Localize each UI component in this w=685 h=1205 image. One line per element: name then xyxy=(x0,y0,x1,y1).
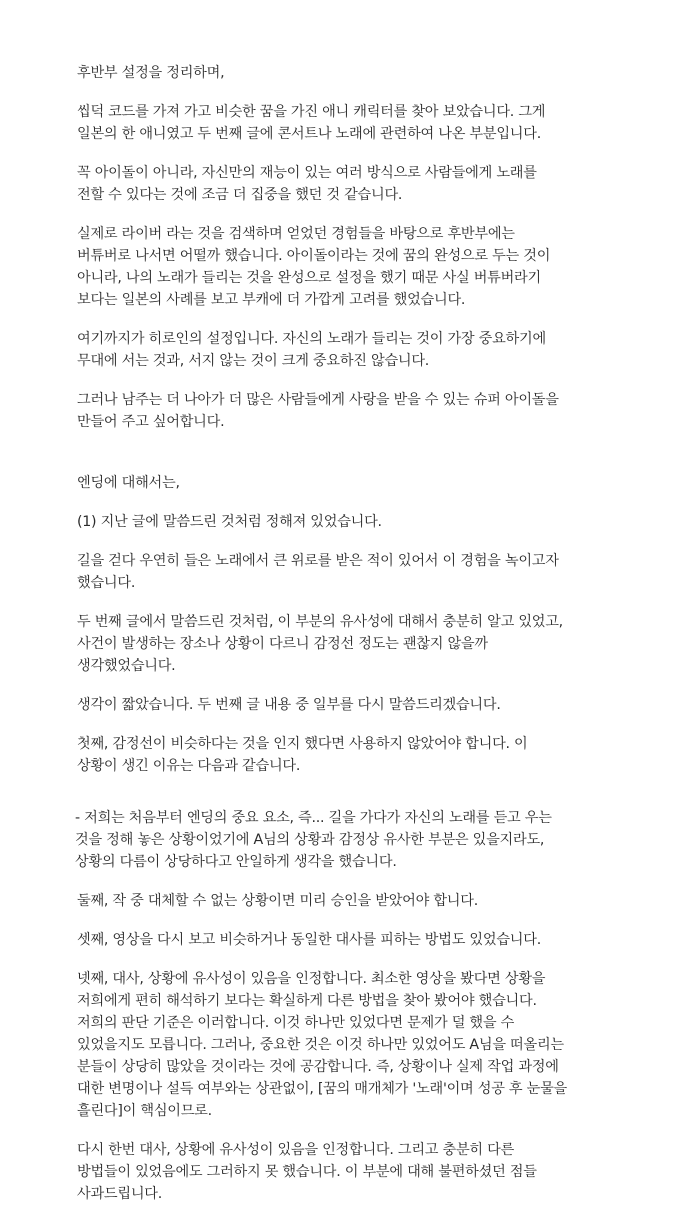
paragraph-second-point: 둘째, 작 중 대체할 수 없는 상황이면 미리 승인을 받았어야 합니다. xyxy=(77,893,478,909)
paragraph-similarity-awareness: 두 번째 글에서 말씀드린 것처럼, 이 부분의 유사성에 대해서 충분히 알고 있었고, 사건이 발생하는 장소나 상황이 다르니 감정선 정도는 괜찮지 않을까 생각했었습니다. xyxy=(77,614,563,674)
paragraph-heroine-setting: 여기까지가 히로인의 설정입니다. 자신의 노래가 들리는 것이 가장 중요하기에 무대에 서는 것과, 서지 않는 것이 크게 중요하진 않습니다. xyxy=(77,331,546,369)
paragraph-apology: 다시 한번 대사, 상황에 유사성이 있음을 인정합니다. 그리고 충분히 다른 방법들이 있었음에도 그러하지 못 했습니다. 이 부분에 대해 불편하셨던 점들 사과드립니다. xyxy=(77,1142,537,1202)
paragraph-point-1: (1) 지난 글에 말씀드린 것처럼 정해져 있었습니다. xyxy=(77,514,382,530)
paragraph-comfort-experience: 길을 걷다 우연히 들은 노래에서 큰 위로를 받은 적이 있어서 이 경험을 녹이고자 했습니다. xyxy=(77,553,559,591)
paragraph-intro: 후반부 설정을 정리하며, xyxy=(77,65,225,81)
paragraph-anime-reference: 씹덕 코드를 가져 가고 비슷한 꿈을 가진 애니 캐릭터를 찾아 보았습니다. 그게 일본의 한 애니였고 두 번째 글에 콘서트나 노래에 관련하여 나온 부분입니다. xyxy=(77,104,546,142)
paragraph-reason-detail: - 저희는 처음부터 엔딩의 중요 요소, 즉... 길을 가다가 자신의 노래를 듣고 우는 것을 정해 놓은 상황이었기에 A님의 상황과 감정상 유사한 부분은 있을지라도, 상황의 다름이 상당하다고 안일하게 생각을 했습니다. xyxy=(75,810,552,870)
paragraph-male-lead: 그러나 남주는 더 나아가 더 많은 사람들에게 사랑을 받을 수 있는 슈퍼 아이돌을 만들어 주고 싶어합니다. xyxy=(77,392,559,430)
paragraph-singing-focus: 꼭 아이돌이 아니라, 자신만의 재능이 있는 여러 방식으로 사람들에게 노래를 전할 수 있다는 것에 조금 더 집중을 했던 것 같습니다. xyxy=(77,165,537,203)
paragraph-first-point: 첫째, 감정선이 비슷하다는 것을 인지 했다면 사용하지 않았어야 합니다. 이 상황이 생긴 이유는 다음과 같습니다. xyxy=(77,736,528,774)
paragraph-short-thinking: 생각이 짧았습니다. 두 번째 글 내용 중 일부를 다시 말씀드리겠습니다. xyxy=(77,697,501,713)
paragraph-vtuber-setting: 실제로 라이버 라는 것을 검색하며 얻었던 경험들을 바탕으로 후반부에는 버튜버로 나서면 어떨까 했습니다. 아이돌이라는 것에 꿈의 완성으로 두는 것이 아니라, 나의 노래가 들리는 것을 완성으로 설정을 했기 때문 사실 버튜버라기 보다는 일본의 사례를 보고 부캐에 더 가깝게 고려를 했었습니다. xyxy=(77,226,551,308)
paragraph-ending-heading: 엔딩에 대해서는, xyxy=(77,475,180,491)
paragraph-fourth-point: 넷째, 대사, 상황에 유사성이 있음을 인정합니다. 최소한 영상을 봤다면 상황을 저희에게 편히 해석하기 보다는 확실하게 다른 방법을 찾아 봤어야 했습니다. 저희의 판단 기준은 이러합니다. 이것 하나만 있었다면 문제가 덜 했을 수 있었을지도 모릅니다. 그러나, 중요한 것은 이것 하나만 있었어도 A님을 떠올리는 분들이 상당히 많았을 것이라는 것에 공감합니다. 즉, 상황이나 실제 작업 과정에 대한 변명이나 설득 여부와는 상관없이, [꿈의 매개체가 '노래'이며 성공 후 눈물을 흘린다]이 핵심이므로. xyxy=(77,971,568,1119)
paragraph-third-point: 셋째, 영상을 다시 보고 비슷하거나 동일한 대사를 피하는 방법도 있었습니다. xyxy=(77,932,541,948)
